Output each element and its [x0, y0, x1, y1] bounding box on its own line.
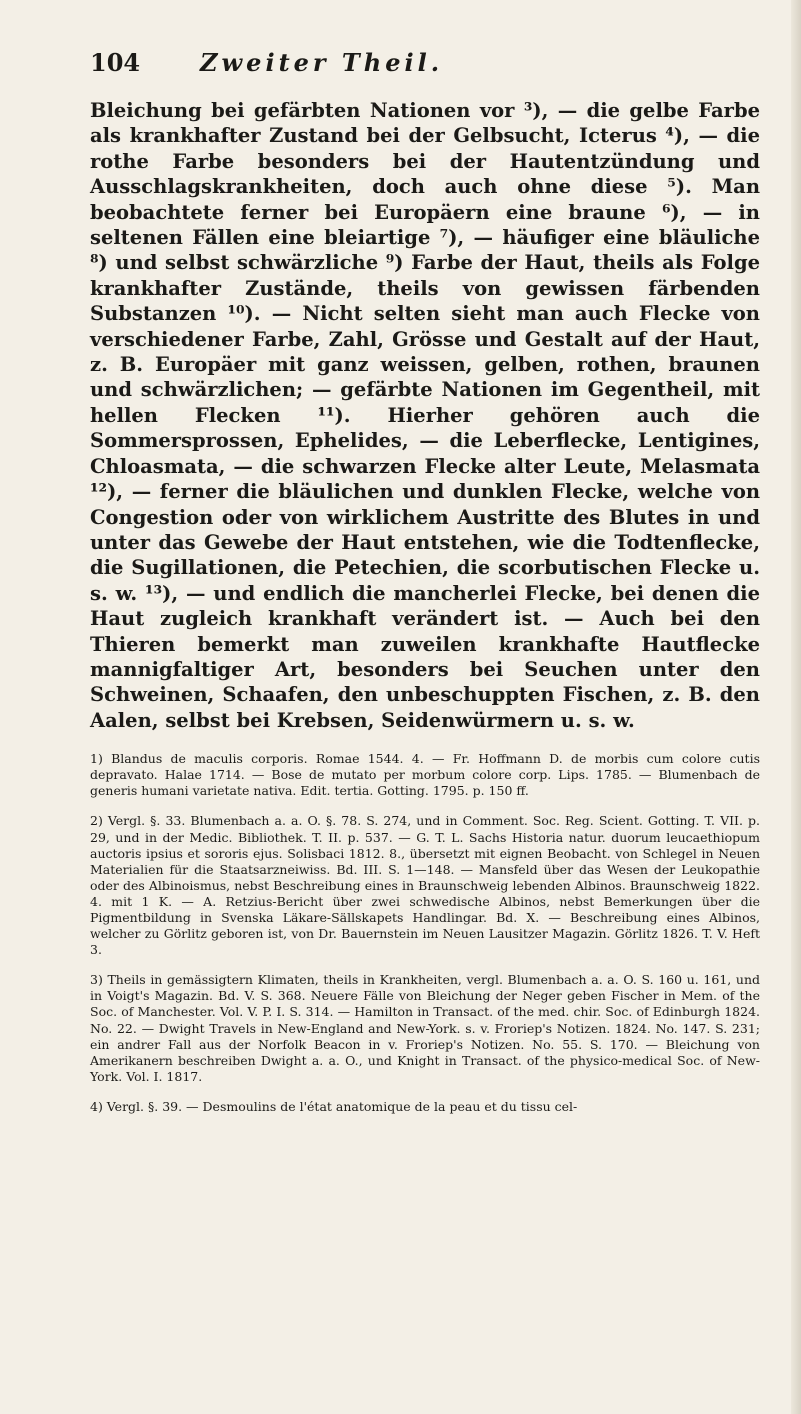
- body-paragraph: Bleichung bei gefärbten Nationen vor ³), — die gelbe Farbe als krankhafter Zustand bei der Gelbsucht, Icterus ⁴), — die rothe Farbe besonders bei der Hautentzündung und Ausschlagskrankheiten, doch auch ohne diese ⁵). Man beobachtete ferner bei Europäern eine braune ⁶), — in seltenen Fällen eine bleiartige ⁷), — häufiger eine bläuliche ⁸) und selbst schwärzliche ⁹) Farbe der Haut, theils als Folge krankhafter Zustände, theils von gewissen färbenden Substanzen ¹⁰). — Nicht selten sieht man auch Flecke von verschiedener Farbe, Zahl, Grösse und Gestalt auf der Haut, z. B. Europäer mit ganz weissen, gelben, rothen, braunen und schwärzlichen; — gefärbte Nationen im Gegentheil, mit hellen Flecken ¹¹). Hierher gehören auch die Sommersprossen, Ephelides, — die Leberflecke, Lentigines, Chloasmata, — die schwarzen Flecke alter Leute, Melasmata ¹²), — ferner die bläulichen und dunklen Flecke, welche von Congestion oder von wirklichem Austritte des Blutes in und unter das Gewebe der Haut entstehen, wie die Todtenflecke, die Sugillationen, die Petechien, die scorbutischen Flecke u. s. w. ¹³), — und endlich die mancherlei Flecke, bei denen die Haut zugleich krankhaft verändert ist. — Auch bei den Thieren bemerkt man zuweilen krankhafte Hautflecke mannigfaltiger Art, besonders bei Seuchen unter den Schweinen, Schaafen, den unbeschuppten Fischen, z. B. den Aalen, selbst bei Krebsen, Seidenwürmern u. s. w.: [90, 99, 760, 732]
- footnote-1: 1) Blandus de maculis corporis. Romae 1544. 4. — Fr. Hoffmann D. de morbis cum colore cutis depravato. Halae 1714. — Bose de mutato per morbum colore corp. Lips. 1785. — Blumenbach de generis humani varietate nativa. Edit. tertia. Gotting. 1795. p. 150 ff.: [90, 751, 760, 799]
- page-edge: [791, 0, 801, 1414]
- footnote-4: 4) Vergl. §. 39. — Desmoulins de l'état anatomique de la peau et du tissu cel-: [90, 1098, 578, 1114]
- page: [90, 48, 760, 1129]
- running-title: Zweiter Theil.: [200, 48, 444, 77]
- footnote-3: 3) Theils in gemässigtern Klimaten, theils in Krankheiten, vergl. Blumenbach a. a. O. S. 160 u. 161, und in Voigt's Magazin. Bd. V. S. 368. Neuere Fälle von Bleichung der Neger geben Fischer in Mem. of the Soc. of Manchester. Vol. V. P. I. S. 314. — Hamilton in Transact. of the med. chir. Soc. of Edinburgh 1824. No. 22. — Dwight Travels in New-England and New-York. s. v. Froriep's Notizen. 1824. No. 147. S. 231; ein andrer Fall aus der Norfolk Beacon in v. Froriep's Notizen. No. 55. S. 170. — Bleichung von Amerikanern beschreiben Dwight a. a. O., und Knight in Transact. of the physico-medical Soc. of New-York. Vol. I. 1817.: [90, 972, 760, 1084]
- footnote-2: 2) Vergl. §. 33. Blumenbach a. a. O. §. 78. S. 274, und in Comment. Soc. Reg. Scient. Gotting. T. VII. p. 29, und in der Medic. Bibliothek. T. II. p. 537. — G. T. L. Sachs Historia natur. duorum leucaethiopum auctoris ipsius et sororis ejus. Solisbaci 1812. 8., übersetzt mit eignen Beobacht. von Schlegel in Neuen Materialien für die Staatsarzneiwiss. Bd. III. S. 1—148. — Mansfeld über das Wesen der Leukopathie oder des Albinoismus, nebst Beschreibung eines in Braunschweig lebenden Albinos. Braunschweig 1822. 4. mit 1 K. — A. Retzius-Bericht über zwei schwedische Albinos, nebst Bemerkungen über die Pigmentbildung in Svenska Läkare-Sällskapets Handlingar. Bd. X. — Beschreibung eines Albinos, welcher zu Görlitz geboren ist, von Dr. Bauernstein im Neuen Lausitzer Magazin. Görlitz 1826. T. V. Heft 3.: [90, 813, 760, 958]
- running-header: [90, 48, 760, 88]
- page-number: 104: [90, 48, 141, 77]
- footnotes: [90, 751, 760, 1115]
